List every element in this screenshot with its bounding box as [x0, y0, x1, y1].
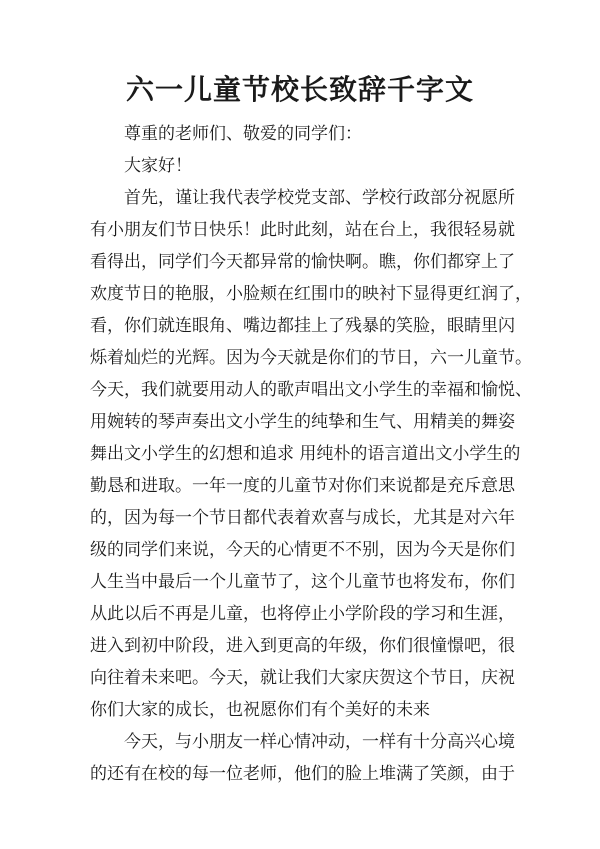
body-line: 今天，我们就要用动人的歌声唱出文小学生的幸福和愉悦、 [90, 380, 532, 400]
greeting-line: 大家好！ [124, 156, 192, 176]
body-line: 首先，谨让我代表学校党支部、学校行政部分祝愿所 [124, 188, 515, 208]
document-title: 六一儿童节校长致辞千字文 [125, 73, 474, 106]
body-line: 有小朋友们节日快乐！此时此刻，站在台上，我很轻易就 [90, 220, 515, 240]
body-line: 从此以后不再是儿童，也将停止小学阶段的学习和生涯， [90, 604, 515, 624]
body-line: 烁着灿烂的光辉。因为今天就是你们的节日，六一儿童节。 [90, 348, 532, 368]
body-line: 进入到初中阶段，进入到更高的年级，你们很憧憬吧，很 [90, 636, 515, 656]
body-line: 欢度节日的艳服，小脸颊在红围巾的映衬下显得更红润了， [90, 284, 532, 304]
body-line: 勤恳和进取。一年一度的儿童节对你们来说都是充斥意思 [90, 476, 515, 496]
body-line: 看得出，同学们今天都异常的愉快啊。瞧，你们都穿上了 [90, 252, 515, 272]
body-line: 看，你们就连眼角、嘴边都挂上了残暴的笑脸，眼睛里闪 [90, 316, 515, 336]
body-line: 舞出文小学生的幻想和追求 用纯朴的语言道出文小学生的 [90, 444, 521, 464]
body-line: 的还有在校的每一位老师，他们的脸上堆满了笑颜，由于 [90, 764, 515, 784]
salutation-line: 尊重的老师们、敬爱的同学们： [124, 124, 362, 144]
body-line: 今天，与小朋友一样心情冲动，一样有十分高兴心境 [124, 732, 515, 752]
body-line: 用婉转的琴声奏出文小学生的纯挚和生气、用精美的舞姿 [90, 412, 515, 432]
body-line: 级的同学们来说，今天的心情更不不别，因为今天是你们 [90, 540, 515, 560]
body-line: 向往着未来吧。今天，就让我们大家庆贺这个节日，庆祝 [90, 668, 515, 688]
body-line: 你们大家的成长，也祝愿你们有个美好的未来 [90, 700, 430, 720]
body-line: 人生当中最后一个儿童节了，这个儿童节也将发布，你们 [90, 572, 515, 592]
body-line: 的，因为每一个节日都代表着欢喜与成长，尤其是对六年 [90, 508, 515, 528]
